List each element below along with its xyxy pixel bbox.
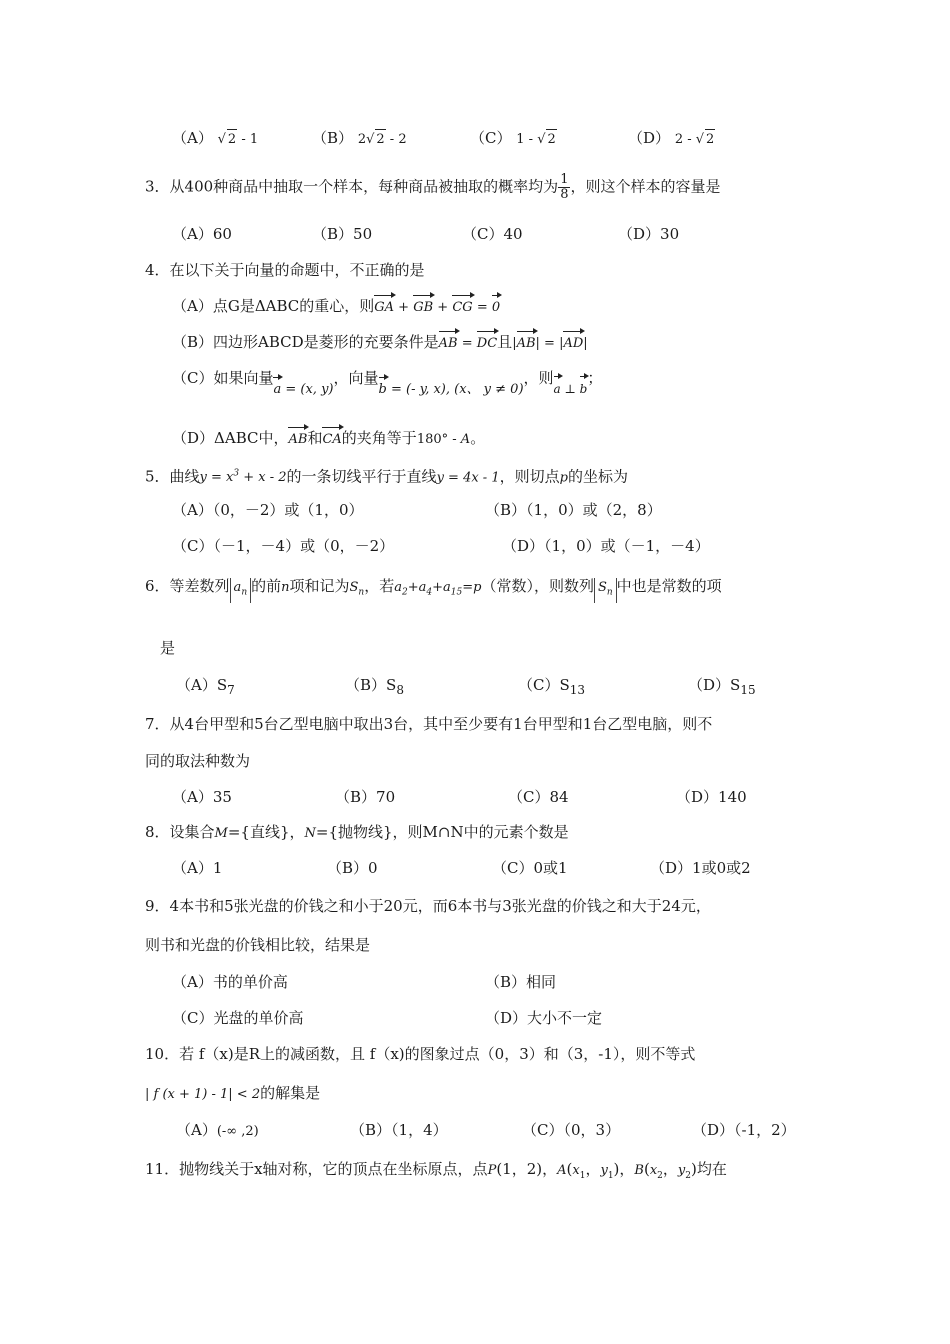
q3-option-d: （D）30 (618, 225, 680, 243)
q2-option-a: （A） √ 2 - 1 (172, 128, 258, 150)
q5-option-d: （D）（1，0）或（－1，－4） (502, 537, 710, 555)
q2-option-c: （C） 1 - √ 2 (470, 128, 557, 150)
q7-option-a: （A）35 (172, 788, 232, 806)
q4-option-c: （C）如果向量a = (x, y)，向量b = (- y, x), (x、 y ≠ 0)，则$_{a \perp b}$； (172, 368, 602, 390)
q7-stem-line1: 7．从4台甲型和5台乙型电脑中取出3台，其中至少要有1台甲型和1台乙型电脑，则不 (145, 715, 713, 733)
q6-option-a: $(A)S_7$ (176, 676, 235, 697)
q8-option-a: （A）1 (172, 859, 223, 877)
q10-option-c: （C）（0，3） (522, 1121, 621, 1139)
q2-option-b: （B） 2√ 2 - 2 (312, 128, 407, 150)
q10-stem-line1: 10．若 f（x)是R上的减函数，且 f（x)的图象过点（0，3）和（3，-1），则不等式 (145, 1045, 696, 1063)
q6-option-c: $(C)S_{13}$ (518, 676, 586, 697)
q8-option-c: （C）0或1 (492, 859, 568, 877)
q4-option-a: （A）点G是ΔABC的重心，则GA + GB + CG = 0 (172, 296, 500, 318)
q8-option-d: （D）1或0或2 (650, 859, 751, 877)
q9-option-d: （D）大小不一定 (485, 1009, 603, 1027)
q2-option-d: （D） 2 - √ 2 (628, 128, 715, 150)
q8-stem: 8．设集合M={直线}，N={抛物线}，则M∩N中的元素个数是 (145, 823, 569, 841)
q10-option-a: （A）(-∞ ,2) (176, 1121, 259, 1139)
q7-stem-line2: 同的取法种数为 (145, 752, 251, 770)
q9-option-c: （C）光盘的单价高 (172, 1009, 304, 1027)
q6-stem-continued: 是 (160, 639, 176, 657)
q6-option-b: $(B)S_8$ (345, 676, 404, 697)
q3-option-c: （C）40 (462, 225, 523, 243)
q7-option-d: （D）140 (676, 788, 747, 806)
q5-option-b: （B）（1，0）或（2，8） (485, 501, 662, 519)
q3-option-a: （A）60 (172, 225, 232, 243)
q7-option-b: （B）70 (335, 788, 396, 806)
q11-stem-line1: 11．抛物线关于x轴对称，它的顶点在坐标原点，点P(1，2)，$A(x_1$，$y_1$)，$B(x_2$，$y_2$)均在 (145, 1160, 727, 1181)
q10-option-d: （D）（-1，2） (692, 1121, 796, 1139)
q9-stem-line1: 9．4本书和5张光盘的价钱之和小于20元，而6本书与3张光盘的价钱之和大于24元， (145, 897, 711, 915)
q4-option-d: （D）ΔABC中，AB和CA的夹角等于180° - A。 (172, 428, 485, 450)
q4-stem: 4．在以下关于向量的命题中，不正确的是 (145, 261, 425, 279)
q9-option-b: （B）相同 (485, 973, 557, 991)
q3-fraction: $\frac{1}{8}$ (560, 172, 569, 202)
q4-option-b: （B）四边形ABCD是菱形的充要条件是AB = DC且|AB| = |AD| (172, 332, 588, 354)
q5-stem: 5．曲线$y = x^3 + x - 2$的一条切线平行于直线y = 4x - 1，则切点p的坐标为 (145, 467, 628, 486)
q6-stem: 6．等差数列 $a_n$ 的前n项和记为$S_n$，若$a_2+a_4+a_{15}=p$（常数），则数列 $S_n$ 中也是常数的项 (145, 576, 722, 603)
q5-option-c: （C）（－1，－4）或（0，－2） (172, 537, 395, 555)
q8-option-b: （B）0 (327, 859, 378, 877)
q10-option-b: （B）（1，4） (350, 1121, 448, 1139)
q9-option-a: （A）书的单价高 (172, 973, 288, 991)
q3-option-b: （B）50 (312, 225, 373, 243)
q9-stem-line2: 则书和光盘的价钱相比较，结果是 (145, 936, 371, 954)
q5-option-a: （A）（0，－2）或（1，0） (172, 501, 364, 519)
q10-stem-line2: | f (x + 1) - 1| < 2的解集是 (145, 1084, 321, 1102)
q6-option-d: $(D)S_{15}$ (688, 676, 756, 697)
q3-stem: 3．从400种商品中抽取一个样本，每种商品被抽取的概率均为 $\frac{1}{8}$ ，则这个样本的容量是 (145, 172, 721, 202)
q7-option-c: （C）84 (508, 788, 569, 806)
